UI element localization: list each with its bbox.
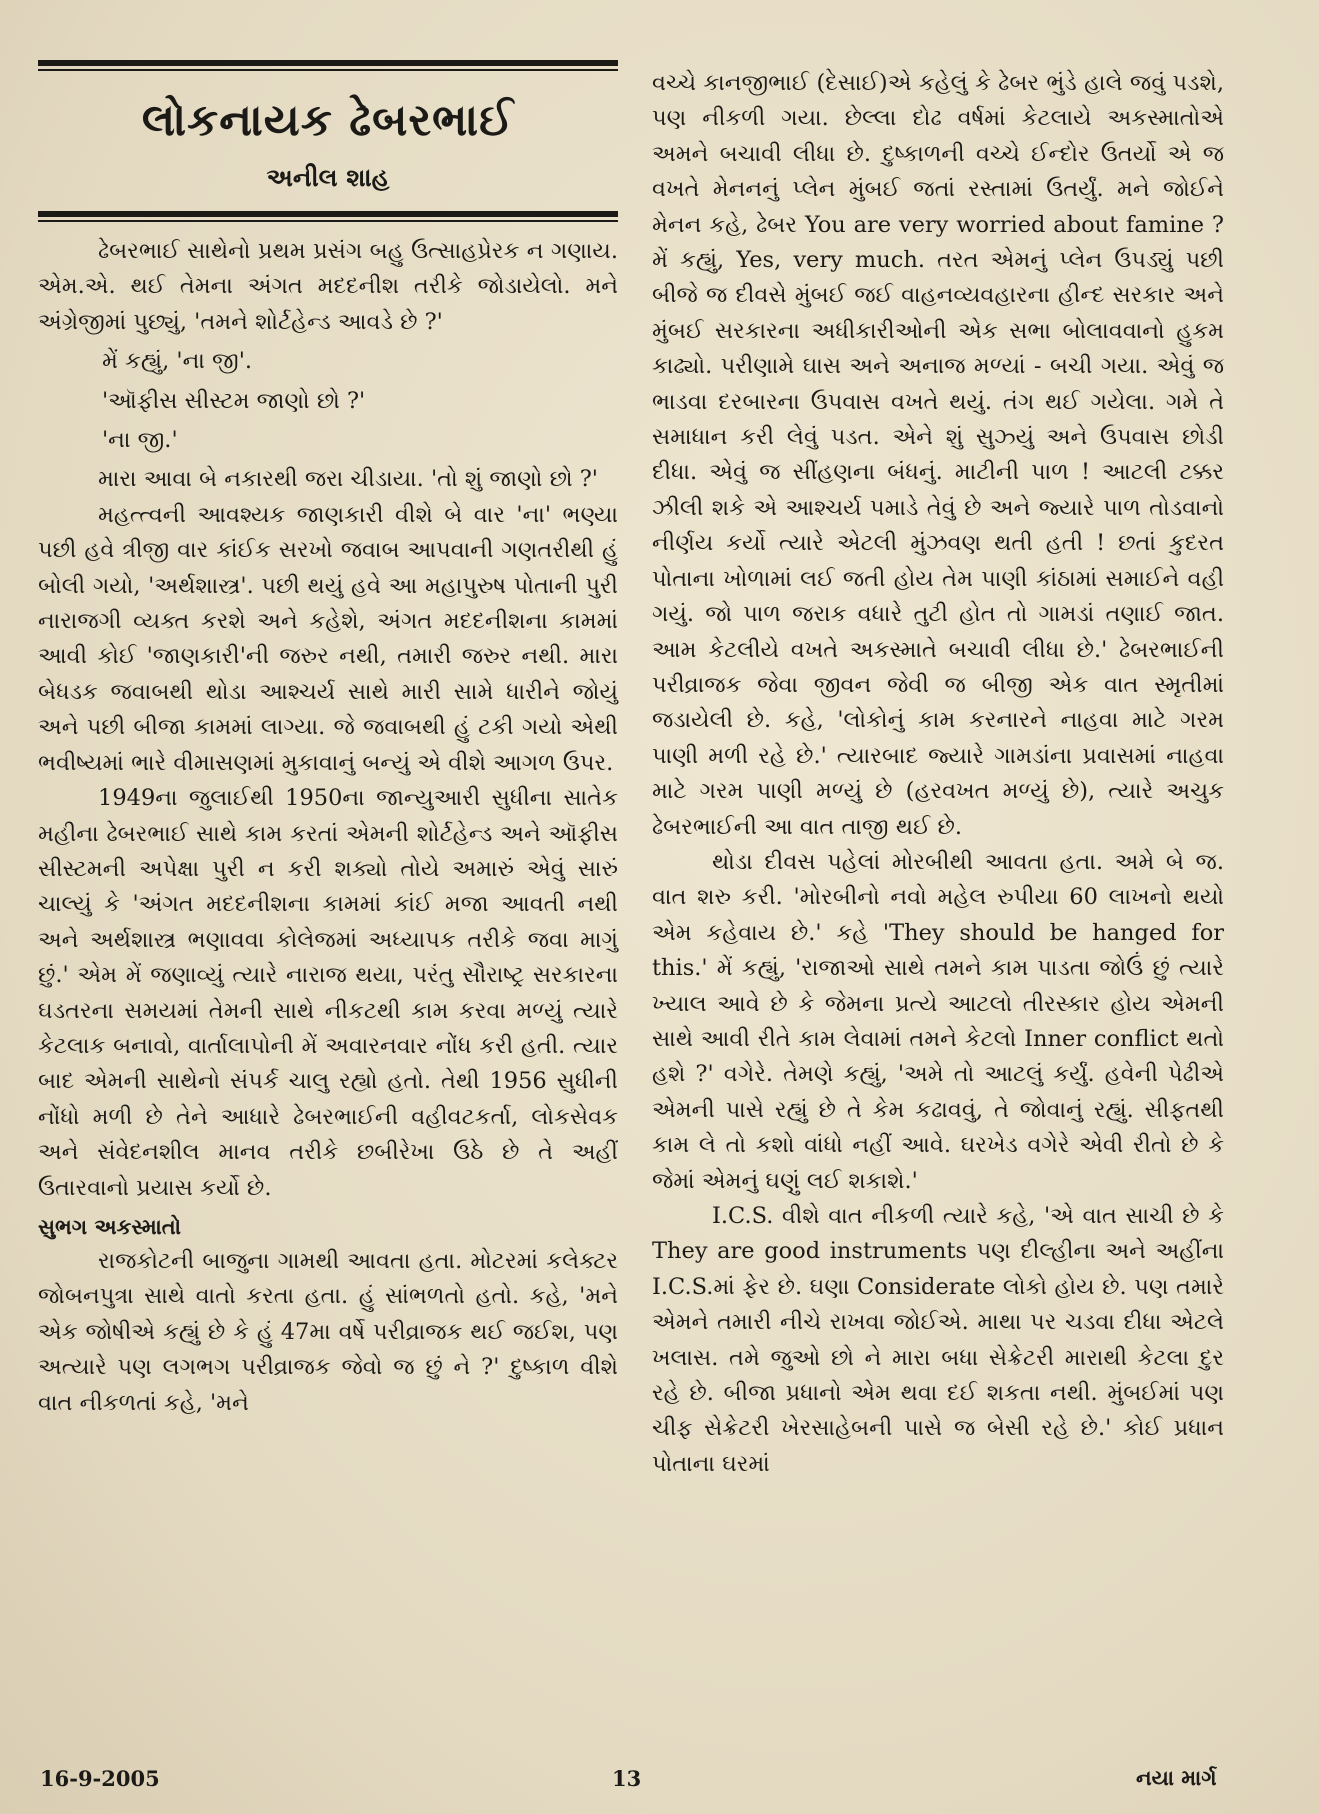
right-column-body	[652, 66, 1224, 1482]
paragraph: ઢેબરભાઈ સાથેનો પ્રથમ પ્રસંગ બહુ ઉત્સાહપ્રેરક ન ગણાય. એમ.એ. થઈ તેમના અંગત મદદનીશ તરીકે જોડાયેલો. મને અંગ્રેજીમાં પુછ્યું, 'તમને શોર્ટહેન્ડ આવડે છે ?'	[38, 238, 618, 335]
article-author: અનીલ શાહ	[266, 163, 390, 192]
left-column-body	[38, 234, 618, 1421]
dialogue-line: મેં કહ્યું, 'ના જી'.	[102, 348, 253, 375]
paragraph: મહત્ત્વની આવશ્યક જાણકારી વીશે બે વાર 'ના' ભણ્યા પછી હવે ત્રીજી વાર કાંઈક સરખો જવાબ આપવાની ગણતરીથી હું બોલી ગયો, 'અર્થશાસ્ત્ર'. પછી થયું હવે આ મહાપુરુષ પોતાની પુરી નારાજગી વ્યક્ત કરશે અને કહેશે, અંગત મદદનીશના કામમાં આવી કોઈ 'જાણકારી'ની જરુર નથી, તમારી જરુર નથી. મારા બેધડક જવાબથી થોડા આશ્ચર્ય સાથે મારી સામે ધારીને જોયું અને પછી બીજા કામમાં લાગ્યા. જે જવાબથી હું ટકી ગયો એથી ભવીષ્યમાં ભારે વીમાસણમાં મુકાવાનું બન્યું એ વીશે આગળ ઉપર.	[38, 501, 618, 776]
author-rule-thin	[38, 220, 618, 222]
paragraph: 1949ના જુલાઈથી 1950ના જાન્યુઆરી સુધીના સાતેક મહીના ઢેબરભાઈ સાથે કામ કરતાં એમની શોર્ટહેન્ડ અને ઑફીસ સીસ્ટમની અપેક્ષા પુરી ન કરી શક્યો તોયે અમારું એવું સારું ચાલ્યું કે 'અંગત મદદનીશના કામમાં કાંઈ મજા આવતી નથી અને અર્થશાસ્ત્ર ભણાવવા કોલેજમાં અધ્યાપક તરીકે જવા માગું છું.' એમ મેં જણાવ્યું ત્યારે નારાજ થયા, પરંતુ સૌરાષ્ટ્ર સરકારના ઘડતરના સમયમાં તેમની સાથે નીકટથી કામ કરવા મળ્યું ત્યારે કેટલાક બનાવો, વાર્તાલાપોની મેં અવારનવાર નોંધ કરી હતી. ત્યાર બાદ એમની સાથેનો સંપર્ક ચાલુ રહ્યો હતો. તેથી 1956 સુધીની નોંધો મળી છે તેને આધારે ઢેબરભાઈની વહીવટકર્તા, લોકસેવક અને સંવેદનશીલ માનવ તરીકે છબીરેખા ઉઠે છે તે અહીં ઉતારવાનો પ્રયાસ કર્યો છે.	[38, 785, 618, 1201]
left-column	[38, 60, 618, 1421]
paragraph: વચ્ચે કાનજીભાઈ (દેસાઈ)એ કહેલું કે ઢેબર ભુંડે હાલે જવું પડશે, પણ નીકળી ગયા. છેલ્લા દોઢ વર્ષમાં કેટલાયે અકસ્માતોએ અમને બચાવી લીધા છે. દુષ્કાળની વચ્ચે ઈન્દોર ઉતર્યો એ જ વખતે મેનનનું પ્લેન મુંબઈ જતાં રસ્તામાં ઉતર્યું. મને જોઈને મેનન કહે, ઢેબર You are very worried about famine ? મેં કહ્યું, Yes, very much. તરત એમનું પ્લેન ઉપડ્યું પછી બીજે જ દીવસે મુંબઈ જઈ વાહનવ્યવહારના હીન્દ સરકાર અને મુંબઈ સરકારના અધીકારીઓની એક સભા બોલાવવાનો હુકમ કાઢ્યો. પરીણામે ઘાસ અને અનાજ મળ્યાં - બચી ગયા. એવું જ ભાડવા દરબારના ઉપવાસ વખતે થયું. તંગ થઈ ગયેલા. ગમે તે સમાધાન કરી લેવું પડત. એને શું સુઝ્યું અને ઉપવાસ છોડી દીધા. એવું જ સીંહણના બંધનું. માટીની પાળ ! આટલી ટક્કર ઝીલી શકે એ આશ્ચર્ય પમાડે તેવું છે અને જ્યારે પાળ તોડવાનો નીર્ણય કર્યો ત્યારે એટલી મુંઝવણ થતી હતી ! છતાં કુદરત પોતાના ખોળામાં લઈ જતી હોય તેમ પાણી કાંઠામાં સમાઈને વહી ગયું. જો પાળ જરાક વધારે તુટી હોત તો ગામડાં તણાઈ જાત. આમ કેટલીયે વખતે અકસ્માતે બચાવી લીધા છે.' ઢેબરભાઈની પરીવ્રાજક જેવા જીવન જેવી જ બીજી એક વાત સ્મૃતીમાં જડાયેલી છે. કહે, 'લોકોનું કામ કરનારને નાહવા માટે ગરમ પાણી મળી રહે છે.' ત્યારબાદ જ્યારે ગામડાંના પ્રવાસમાં નાહવા માટે ગરમ પાણી મળ્યું છે (હરવખત મળ્યું છે), ત્યારે અચુક ઢેબરભાઈની આ વાત તાજી થઈ છે.	[652, 70, 1224, 840]
page-number: 13	[612, 1766, 642, 1791]
paragraph: મારા આવા બે નકારથી જરા ચીડાયા. 'તો શું જાણો છો ?'	[98, 466, 598, 493]
dialogue-line: 'ઑફીસ સીસ્ટમ જાણો છો ?'	[102, 387, 366, 414]
top-rule	[38, 60, 618, 66]
paragraph: I.C.S. વીશે વાત નીકળી ત્યારે કહે, 'એ વાત સાચી છે કે They are good instruments પણ દીલ્હીના અને અહીંના I.C.S.માં ફેર છે. ઘણા Considerate લોકો હોય છે. પણ તમારે એમને તમારી નીચે રાખવા જોઈએ. માથા પર ચડવા દીધા એટલે ખલાસ. તમે જુઓ છો ને મારા બધા સેક્રેટરી મારાથી કેટલા દુર રહે છે. બીજા પ્રધાનો એમ થવા દઈ શકતા નથી. મુંબઈમાં પણ ચીફ સેક્રેટરી ખેરસાહેબની પાસે જ બેસી રહે છે.' કોઈ પ્રધાન પોતાના ઘરમાં	[652, 1203, 1224, 1477]
right-column	[652, 66, 1224, 1482]
article-title: લોકનાયક ઢેબરભાઈ	[141, 95, 515, 146]
author-rule	[38, 211, 618, 217]
dialogue-line: 'ના જી.'	[102, 427, 178, 454]
issue-date: 16-9-2005	[40, 1766, 160, 1791]
paragraph: થોડા દીવસ પહેલાં મોરબીથી આવતા હતા. અમે બે જ. વાત શરુ કરી. 'મોરબીનો નવો મહેલ રુપીયા 60 લાખનો થયો એમ કહેવાય છે.' કહે 'They should be hanged for this.' મેં કહ્યું, 'રાજાઓ સાથે તમને કામ પાડતા જોઉં છું ત્યારે ખ્યાલ આવે છે કે જેમના પ્રત્યે આટલો તીરસ્કાર હોય એમની સાથે આવી રીતે કામ લેવામાં તમને કેટલો Inner conflict થતો હશે ?' વગેરે. તેમણે કહ્યું, 'અમે તો આટલું કર્યું. હવેની પેઢીએ એમની પાસે રહ્યું છે તે કેમ કઢાવવું, તે જોવાનું રહ્યું. સીફતથી કામ લે તો કશો વાંધો નહીં આવે. ઘરખેડ વગેરે એવી રીતો છે કે જેમાં એમનું ઘણું લઈ શકાશે.'	[652, 848, 1224, 1194]
magazine-name: નયા માર્ગ	[1136, 1766, 1217, 1790]
paragraph: રાજકોટની બાજુના ગામથી આવતા હતા. મોટરમાં કલેક્ટર જોબનપુત્રા સાથે વાતો કરતા હતા. હું સાંભળતો હતો. કહે, 'મને એક જોષીએ કહ્યું છે કે હું 47મા વર્ષે પરીવ્રાજક થઈ જઈશ, પણ અત્યારે પણ લગભગ પરીવ્રાજક જેવો જ છું ને ?' દુષ્કાળ વીશે વાત નીકળતાં કહે, 'મને	[38, 1247, 618, 1416]
top-rule-thin	[38, 69, 618, 71]
section-heading: સુભગ અકસ્માતો	[38, 1214, 181, 1239]
